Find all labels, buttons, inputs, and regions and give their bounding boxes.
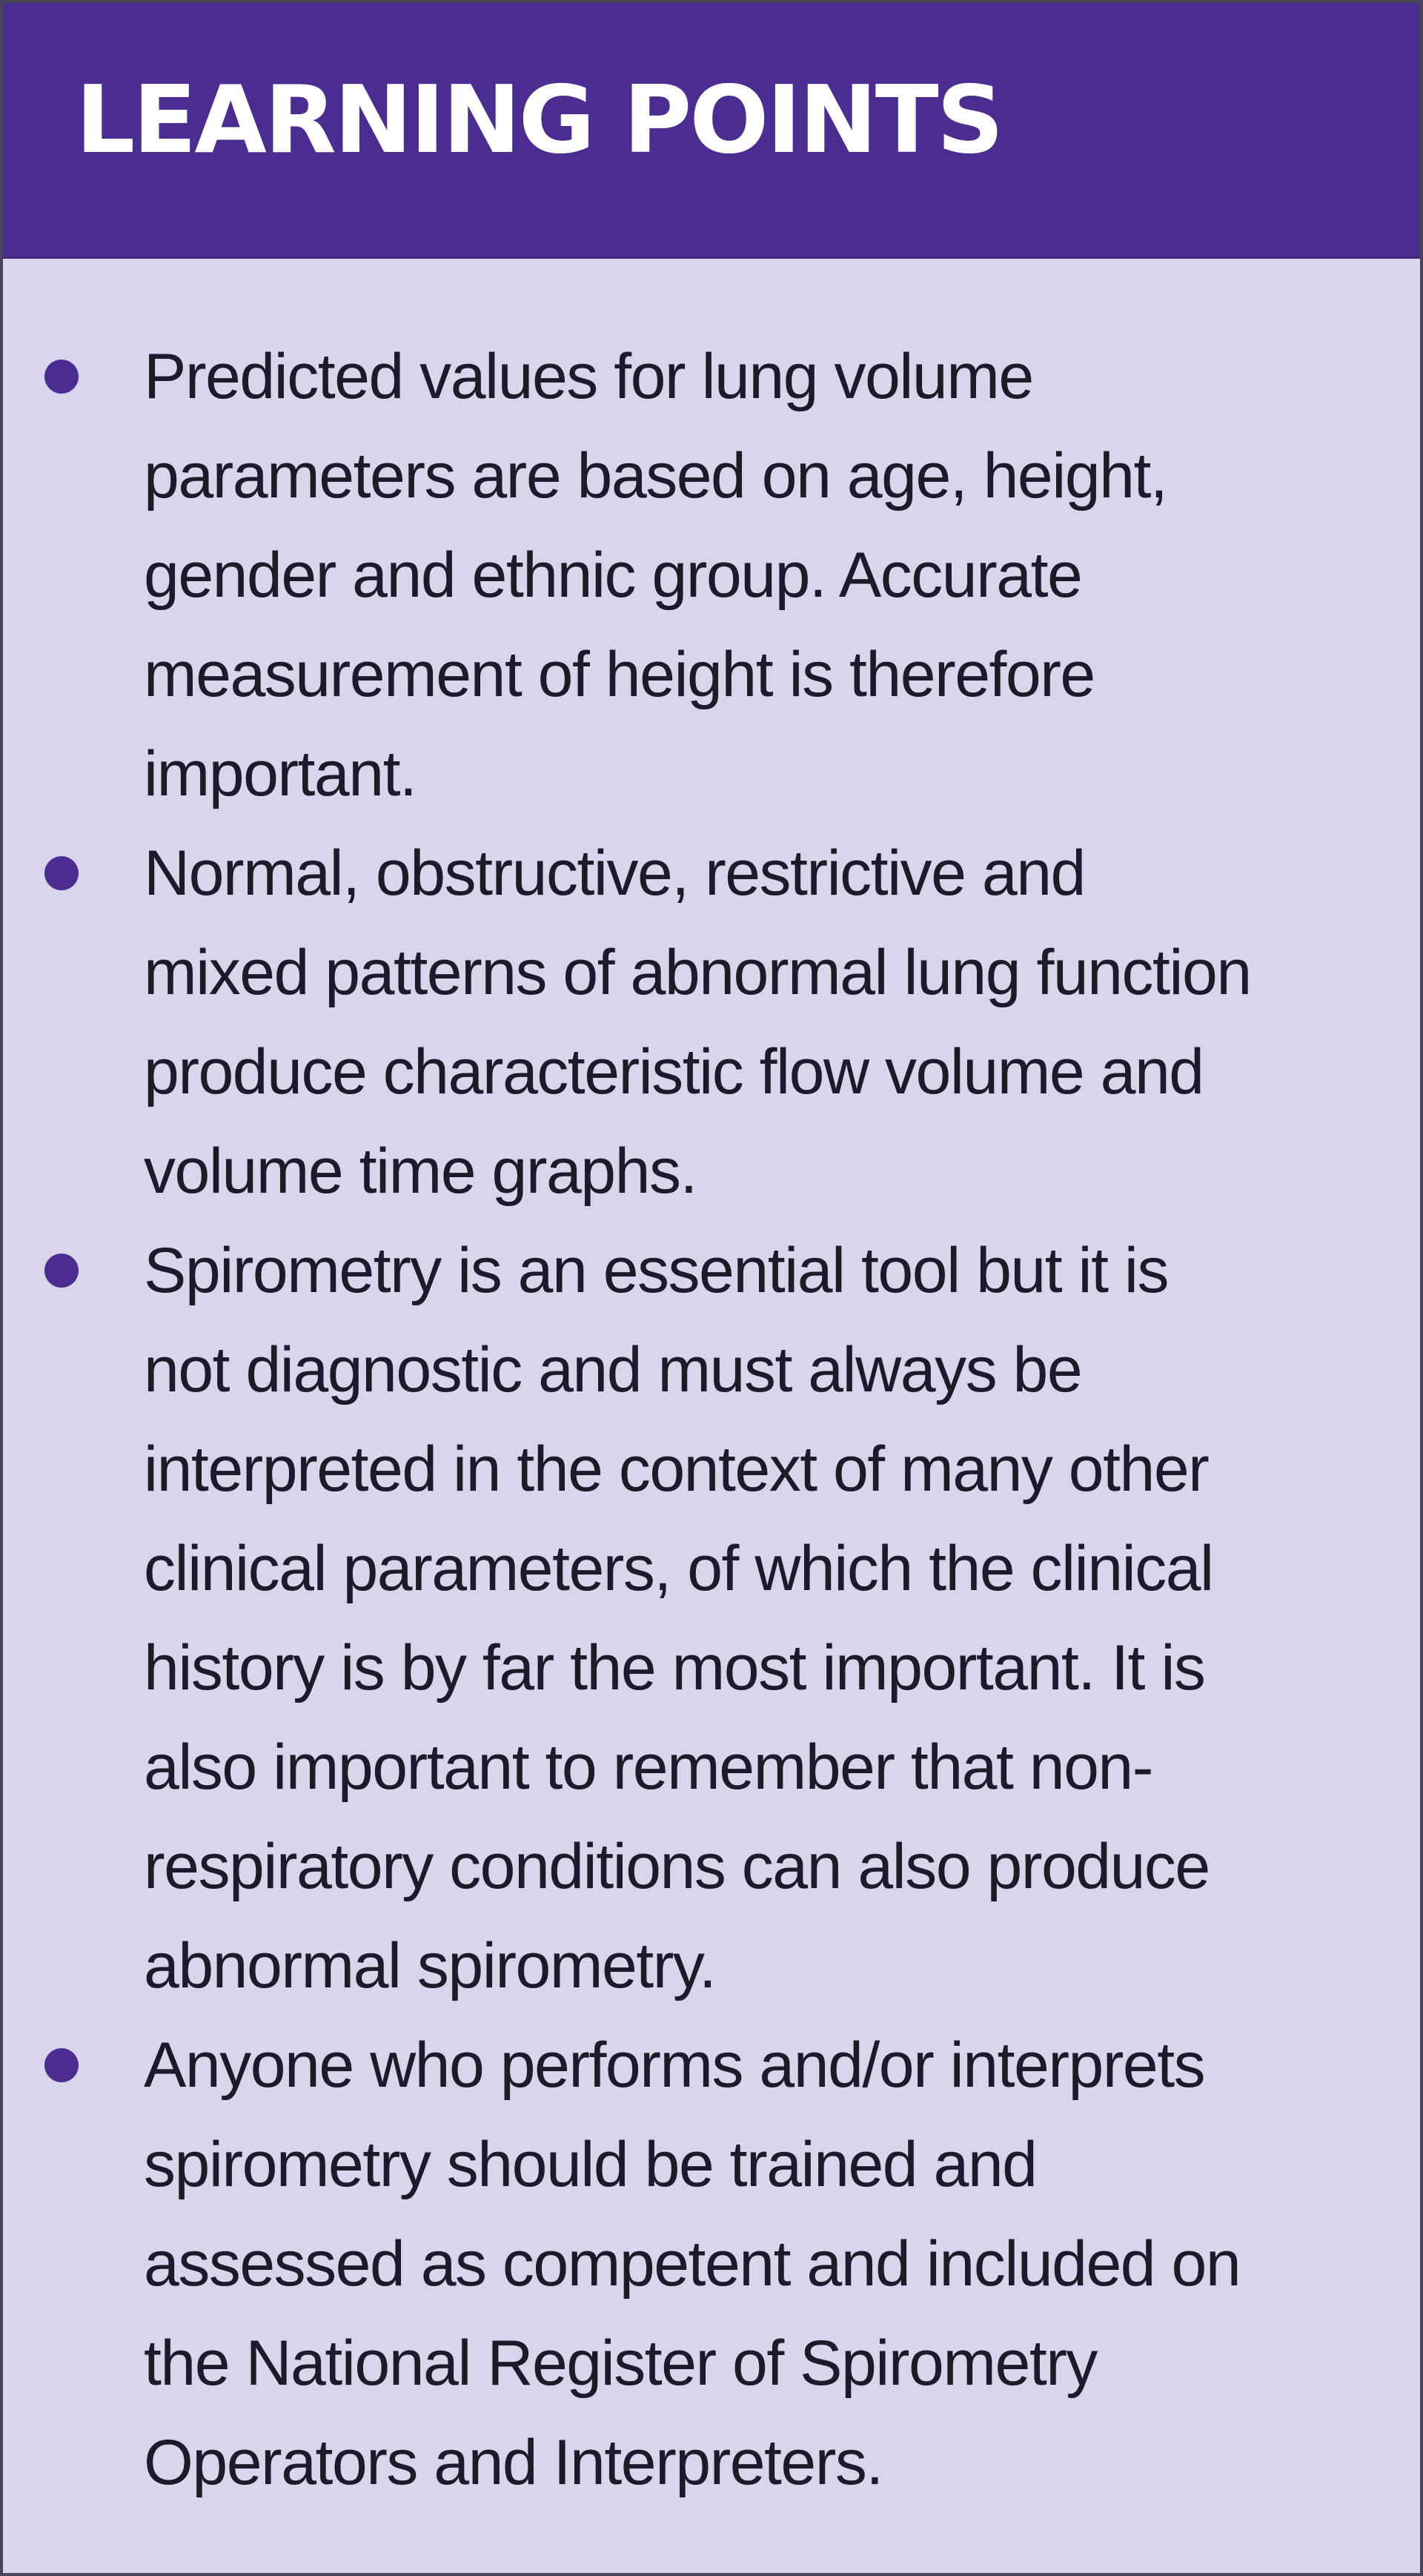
point-line: Operators and Interpreters. xyxy=(144,2427,883,2498)
point-line: respiratory conditions can also produce xyxy=(144,1831,1210,1902)
point-line: the National Register of Spirometry xyxy=(144,2328,1097,2399)
point-line: volume time graphs. xyxy=(144,1136,697,1207)
learning-point-1 xyxy=(3,327,1423,824)
point-line: produce characteristic flow volume and xyxy=(144,1036,1204,1107)
learning-points-list xyxy=(3,327,1423,2512)
learning-point-3 xyxy=(3,1221,1423,2016)
point-line: measurement of height is therefore xyxy=(144,639,1095,710)
point-line: mixed patterns of abnormal lung function xyxy=(144,937,1251,1008)
header-banner xyxy=(3,3,1420,259)
learning-point-4 xyxy=(3,2016,1423,2512)
point-line: Anyone who performs and/or interprets xyxy=(144,2030,1205,2101)
header-title: LEARNING POINTS xyxy=(76,65,1002,174)
point-line: gender and ethnic group. Accurate xyxy=(144,540,1082,611)
point-line: not diagnostic and must always be xyxy=(144,1334,1082,1405)
point-line: spirometry should be trained and xyxy=(144,2129,1037,2200)
point-line: Predicted values for lung volume xyxy=(144,341,1033,412)
bullet-icon xyxy=(44,856,79,890)
point-line: clinical parameters, of which the clinical xyxy=(144,1533,1213,1604)
point-line: Normal, obstructive, restrictive and xyxy=(144,838,1085,909)
bullet-icon xyxy=(44,2048,79,2082)
point-line: parameters are based on age, height, xyxy=(144,440,1167,511)
bullet-icon xyxy=(44,1254,79,1288)
point-line: important. xyxy=(144,738,417,809)
bullet-icon xyxy=(44,360,79,394)
point-line: history is by far the most important. It is xyxy=(144,1632,1205,1703)
point-line: also important to remember that non- xyxy=(144,1732,1152,1803)
point-line: abnormal spirometry. xyxy=(144,1930,716,2001)
point-line: Spirometry is an essential tool but it is xyxy=(144,1235,1169,1306)
learning-point-2 xyxy=(3,824,1423,1221)
point-line: interpreted in the context of many other xyxy=(144,1434,1209,1505)
point-line: assessed as competent and included on xyxy=(144,2228,1241,2299)
